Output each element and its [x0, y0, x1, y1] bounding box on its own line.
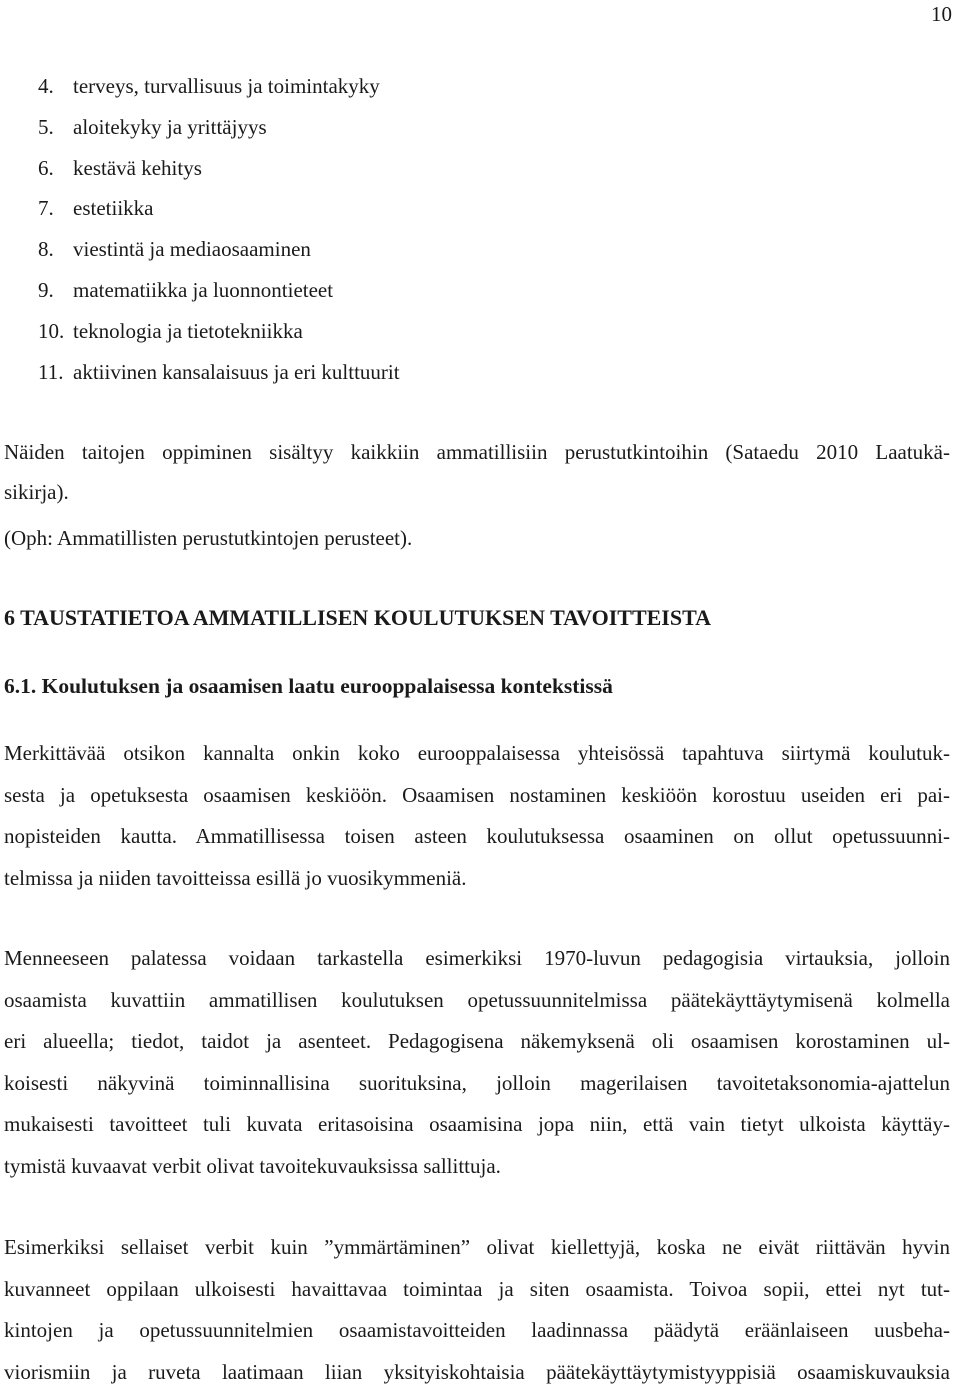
list-item	[38, 352, 400, 393]
list-item-number: 10.	[38, 311, 73, 352]
list-item-number: 9.	[38, 270, 73, 311]
text-line: kuvanneet oppilaan ulkoisesti havaittavaa toimintaa ja siten osaamista. Toivoa sopii, ettei nyt tut-	[4, 1269, 950, 1311]
text-line: nopisteiden kautta. Ammatillisessa toisen asteen koulutuksessa osaaminen on ollut opetussuunni-	[4, 816, 950, 858]
text-line: osaamista kuvattiin ammatillisen koulutuksen opetussuunnitelmissa päätekäyttäytymisenä kolmella	[4, 980, 950, 1022]
list-item-text: aktiivinen kansalaisuus ja eri kulttuurit	[73, 360, 400, 384]
list-item	[38, 148, 400, 189]
text-line: mukaisesti tavoitteet tuli kuvata eritasoisina osaamisina jopa niin, että vain tietyt ulkoista käyttäy-	[4, 1104, 950, 1146]
text-line: kintojen ja opetussuunnitelmien osaamistavoitteiden laadinnassa päädytä eräänlaiseen uusbeha-	[4, 1310, 950, 1352]
list-item	[38, 66, 400, 107]
oph-reference: (Oph: Ammatillisten perustutkintojen perusteet).	[4, 518, 950, 558]
paragraph-1	[4, 733, 950, 899]
list-item-text: kestävä kehitys	[73, 156, 202, 180]
text-line: Merkittävää otsikon kannalta onkin koko eurooppalaisessa yhteisössä tapahtuva siirtymä koulutuk-	[4, 733, 950, 775]
list-item-text: estetiikka	[73, 196, 153, 220]
list-item-text: matematiikka ja luonnontieteet	[73, 278, 333, 302]
page-number: 10	[931, 2, 952, 26]
section-heading: 6 TAUSTATIETOA AMMATILLISEN KOULUTUKSEN TAVOITTEISTA	[4, 598, 711, 638]
text-line: Näiden taitojen oppiminen sisältyy kaikkiin ammatillisiin perustutkintoihin (Sataedu 2010 Laatukä-	[4, 432, 950, 472]
text-line: eri alueella; tiedot, taidot ja asenteet. Pedagogisena näkemyksenä oli osaamisen korostaminen ul-	[4, 1021, 950, 1063]
list-item	[38, 270, 400, 311]
list-item	[38, 311, 400, 352]
list-item-number: 11.	[38, 352, 73, 393]
list-item-text: teknologia ja tietotekniikka	[73, 319, 303, 343]
list-item-number: 8.	[38, 229, 73, 270]
text-line: sikirja).	[4, 472, 950, 512]
text-line: sesta ja opetuksesta osaamisen keskiöön. Osaamisen nostaminen keskiöön korostuu useiden eri pai-	[4, 775, 950, 817]
list-item-text: viestintä ja mediaosaaminen	[73, 237, 311, 261]
list-item-number: 4.	[38, 66, 73, 107]
list-item	[38, 229, 400, 270]
list-item-number: 5.	[38, 107, 73, 148]
list-item-text: aloitekyky ja yrittäjyys	[73, 115, 267, 139]
list-item-text: terveys, turvallisuus ja toimintakyky	[73, 74, 380, 98]
text-line: Menneeseen palatessa voidaan tarkastella esimerkiksi 1970-luvun pedagogisia virtauksia, jolloin	[4, 938, 950, 980]
list-item	[38, 188, 400, 229]
subsection-heading: 6.1. Koulutuksen ja osaamisen laatu eurooppalaisessa kontekstissä	[4, 666, 613, 706]
intro-paragraph	[4, 432, 950, 512]
paragraph-3	[4, 1227, 950, 1393]
text-line: telmissa ja niiden tavoitteissa esillä jo vuosikymmeniä.	[4, 858, 950, 900]
text-line: tymistä kuvaavat verbit olivat tavoitekuvauksissa sallittuja.	[4, 1146, 950, 1188]
text-line: Esimerkiksi sellaiset verbit kuin ”ymmärtäminen” olivat kiellettyjä, koska ne eivät riittävän hyvin	[4, 1227, 950, 1269]
competence-list	[38, 66, 400, 392]
text-line: koisesti näkyvinä toiminnallisina suorituksina, jolloin magerilaisen tavoitetaksonomia-ajattelun	[4, 1063, 950, 1105]
list-item-number: 6.	[38, 148, 73, 189]
paragraph-2	[4, 938, 950, 1187]
text-line: viorismiin ja ruveta laatimaan liian yksityiskohtaisia päätekäyttäytymistyyppisiä osaamiskuvauksia	[4, 1352, 950, 1393]
list-item	[38, 107, 400, 148]
list-item-number: 7.	[38, 188, 73, 229]
